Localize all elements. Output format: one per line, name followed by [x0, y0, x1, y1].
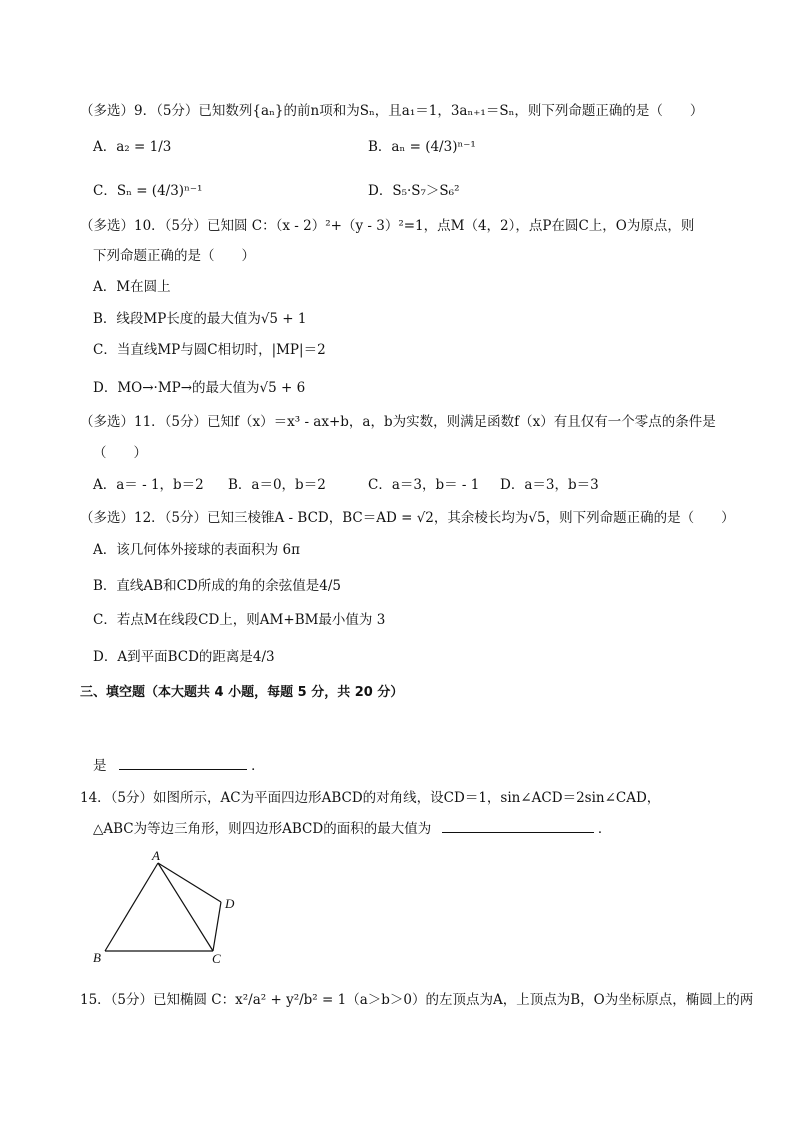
q9-option-c: C．Sₙ = (4/3)ⁿ⁻¹ [93, 183, 203, 199]
q12-option-c: C．若点M在线段CD上，则AM+BM最小值为 3 [93, 612, 386, 628]
q11-stem-line1: （多选）11．（5分）已知f（x）＝x³ - ax+b，a，b为实数，则满足函数f（x）有且仅有一个零点的条件是 [80, 414, 716, 430]
q13-tail-post: ． [251, 758, 265, 774]
label-b: B [93, 950, 101, 965]
q15-stem: 15．（5分）已知椭圆 C：x²/a² + y²/b² = 1（a＞b＞0）的左顶点为A，上顶点为B，O为坐标原点，椭圆上的两 [80, 992, 754, 1008]
q12-option-a: A．该几何体外接球的表面积为 6π [93, 542, 301, 558]
q10-option-c: C．当直线MP与圆C相切时，|MP|＝2 [93, 342, 326, 358]
q9-option-a: A．a₂ = 1/3 [93, 139, 172, 155]
q11-stem-line2: （ ） [93, 445, 147, 461]
edge-ad [158, 863, 221, 902]
q12-stem: （多选）12．（5分）已知三棱锥A - BCD，BC＝AD = √2，其余棱长均为√5，则下列命题正确的是（ ） [80, 510, 735, 526]
q12-option-b: B．直线AB和CD所成的角的余弦值是4/5 [93, 578, 341, 594]
q12-option-d: D．A到平面BCD的距离是4/3 [93, 649, 275, 665]
q13-answer-line [93, 755, 265, 776]
q10-stem-line1: （多选）10．（5分）已知圆 C：（x - 2）²+（y - 3）²=1，点M（4，2），点P在圆C上，O为原点，则 [80, 218, 695, 234]
figure-lines [105, 863, 221, 951]
label-c: C [212, 951, 221, 965]
q9-stem: （多选）9．（5分）已知数列{aₙ}的前n项和为Sₙ，且a₁＝1，3aₙ₊₁＝Sₙ，则下列命题正确的是（ ） [80, 103, 704, 119]
q10-stem-line2: 下列命题正确的是（ ） [93, 248, 255, 264]
label-a: A [152, 848, 160, 863]
label-d: D [225, 896, 235, 911]
q10-option-b: B．线段MP长度的最大值为√5 + 1 [93, 311, 307, 327]
q10-option-a: A．M在圆上 [93, 279, 171, 295]
q14-stem-line2-text: △ABC为等边三角形，则四边形ABCD的面积的最大值为 [93, 821, 432, 837]
q9-option-d: D．S₅·S₇＞S₆² [368, 183, 460, 199]
q14-stem-line2 [93, 818, 611, 839]
edge-ab [105, 863, 158, 951]
q10-option-d: D．MO→·MP→的最大值为√5 + 6 [93, 380, 306, 396]
q11-option-a: A．a＝ - 1，b＝2 [93, 477, 204, 493]
diagonal-ac [158, 863, 213, 951]
q14-tail: ． [597, 821, 612, 837]
q11-option-c: C．a＝3，b＝ - 1 [368, 477, 480, 493]
section-heading: 三、填空题（本大题共 4 小题，每题 5 分，共 20 分） [80, 685, 404, 700]
q11-option-d: D．a＝3，b＝3 [500, 477, 599, 493]
edge-dc [213, 902, 221, 951]
q13-tail-pre: 是 [93, 758, 107, 774]
q14-answer-blank[interactable] [442, 818, 594, 833]
q13-answer-blank[interactable] [119, 755, 247, 770]
quadrilateral-figure [88, 845, 248, 965]
q11-option-b: B．a＝0，b＝2 [228, 477, 326, 493]
q9-option-b: B．aₙ = (4/3)ⁿ⁻¹ [368, 139, 476, 155]
q14-stem-line1: 14．（5分）如图所示，AC为平面四边形ABCD的对角线，设CD＝1，sin∠ACD＝2sin∠CAD， [80, 790, 661, 806]
